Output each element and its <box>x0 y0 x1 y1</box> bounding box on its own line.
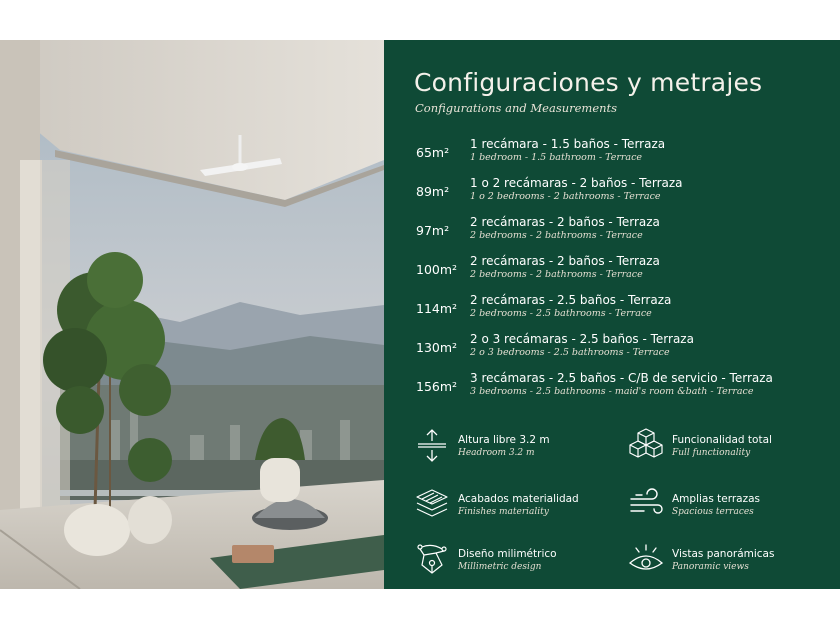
layers-icon <box>414 486 450 522</box>
feature-label: Vistas panorámicas <box>672 548 775 560</box>
unit-desc-en: 2 bedrooms - 2.5 bathrooms - Terrace <box>470 308 652 319</box>
feature-sublabel: Headroom 3.2 m <box>458 448 535 458</box>
unit-desc-es: 2 o 3 recámaras - 2.5 baños - Terraza <box>470 332 694 346</box>
terrace-photo <box>0 40 384 589</box>
feature-headroom <box>414 425 614 469</box>
feature-sublabel: Spacious terraces <box>672 507 754 517</box>
unit-area: 114m² <box>416 301 458 316</box>
unit-area: 97m² <box>416 223 450 238</box>
unit-desc-en: 2 bedrooms - 2 bathrooms - Terrace <box>470 230 643 241</box>
info-panel <box>384 40 840 589</box>
unit-desc-en: 2 bedrooms - 2 bathrooms - Terrace <box>470 269 643 280</box>
feature-label: Amplias terrazas <box>672 493 761 505</box>
unit-row <box>416 254 836 293</box>
unit-desc-es: 3 recámaras - 2.5 baños - C/B de servicio - Terraza <box>470 371 773 385</box>
unit-area: 65m² <box>416 145 450 160</box>
unit-area: 100m² <box>416 262 458 277</box>
feature-label: Altura libre 3.2 m <box>458 434 550 446</box>
wind-icon <box>628 486 664 522</box>
unit-desc-en: 1 o 2 bedrooms - 2 bathrooms - Terrace <box>470 191 661 202</box>
terrace-illustration <box>0 40 384 589</box>
unit-desc-es: 2 recámaras - 2 baños - Terraza <box>470 254 660 268</box>
feature-sublabel: Finishes materiality <box>458 507 549 517</box>
feature-label: Diseño milimétrico <box>458 548 557 560</box>
feature-label: Acabados materialidad <box>458 493 579 505</box>
page-subtitle: Configurations and Measurements <box>415 101 618 115</box>
headroom-icon <box>414 427 450 463</box>
feature-label: Funcionalidad total <box>672 434 772 446</box>
panoramic-eye-icon <box>628 541 664 577</box>
unit-desc-en: 1 bedroom - 1.5 bathroom - Terrace <box>470 152 643 163</box>
unit-desc-en: 2 o 3 bedrooms - 2.5 bathrooms - Terrace <box>470 347 670 358</box>
feature-terraces <box>628 484 828 528</box>
unit-row <box>416 371 836 410</box>
feature-finishes <box>414 484 614 528</box>
unit-desc-en: 3 bedrooms - 2.5 bathrooms - maid's room &bath - Terrace <box>470 386 754 397</box>
feature-sublabel: Panoramic views <box>672 562 749 572</box>
unit-row <box>416 176 836 215</box>
unit-area: 156m² <box>416 379 458 394</box>
feature-sublabel: Full functionality <box>672 448 751 458</box>
design-pen-icon <box>414 541 450 577</box>
cubes-icon <box>628 427 664 463</box>
unit-area: 89m² <box>416 184 450 199</box>
unit-desc-es: 2 recámaras - 2 baños - Terraza <box>470 215 660 229</box>
unit-desc-es: 2 recámaras - 2.5 baños - Terraza <box>470 293 672 307</box>
unit-row <box>416 293 836 332</box>
unit-row <box>416 215 836 254</box>
unit-row <box>416 137 836 176</box>
feature-views <box>628 539 828 583</box>
page-title: Configuraciones y metrajes <box>414 68 763 97</box>
feature-functionality <box>628 425 828 469</box>
unit-desc-es: 1 recámara - 1.5 baños - Terraza <box>470 137 666 151</box>
feature-design <box>414 539 614 583</box>
unit-area: 130m² <box>416 340 458 355</box>
unit-desc-es: 1 o 2 recámaras - 2 baños - Terraza <box>470 176 683 190</box>
unit-row <box>416 332 836 371</box>
feature-sublabel: Millimetric design <box>458 562 542 572</box>
unit-list <box>416 137 836 410</box>
